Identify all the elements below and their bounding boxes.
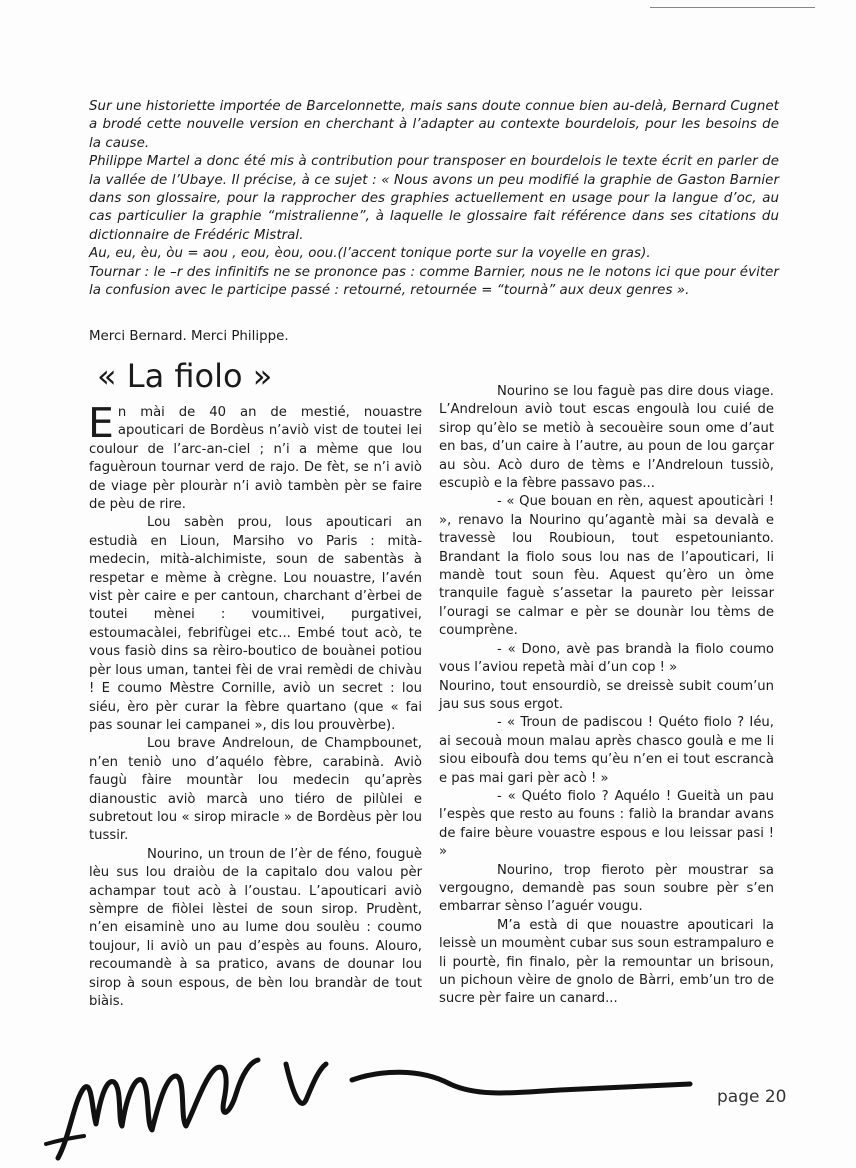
story-dialogue-2: - « Dono, avè pas brandà la fiolo coumo vous l’aviou repetà mài d’un cop ! » [439,641,774,676]
intro-paragraph-4: Tournar : le –r des infinitifs ne se prononce pas : comme Barnier, nous ne le notons ici que pour éviter la confusion avec le participe passé : retourné, retournée = “tournà” aux deux genres ». [89,264,779,299]
story-paragraph-5: Nourino se lou faguè pas dire dous viage. L’Andreloun aviò tout escas engoulà lou cuié de sirop qu’èlo se metiò à secouèire soun ome d’aut en bas, d’un caire à l’autre, au poun de lou garçar au sòu. Acò duro de tèms e l’Andreloun tussiò, escupiò e la fèbre passavo pas... [439,384,774,492]
intro-note [89,98,779,300]
story-paragraph-1 [88,399,422,514]
left-column [88,399,422,1011]
story-paragraph-2: Lou sabèn prou, lous apouticari an estudià en Lioun, Marsiho vo Paris : mità-medecin, mità-alchimiste, soun de sabentàs à respetar e mème à crègne. Lou nouastre, l’avén vist pèr caire e per cantoun, charchant d’èrbei de toutei mènei : voumitivei, purgativei, estoumacàlei, febrifùgei etc... Embé tout acò, te vous fasiò dins sa rèiro-boutico de bouànei potiou pèr lous uman, tantei fèi de vrai remèdi de chivàu ! E coumo Mèstre Cornille, aviò un secret : lou siéu, èro pèr curar la fèbre quartano (que « fai pas sounar lei campanei », dis lou prouvèrbe). [89,515,422,733]
scribble-drawing [0,1040,720,1168]
story-title: « La fiolo » [97,357,273,395]
story-paragraph-3: Lou brave Andreloun, de Champbounet, n’en teniò uno d’aquélo fèbre, carabinà. Aviò faugù fàire mountàr lou medecin qu’après dianoustic aviò marcà uno tiéro de pilùlei e subretout lou « sirop miracle » de Bordèus pèr lou tussir. [89,736,422,844]
story-paragraph-8: M’a està di que nouastre apouticari la leissè un moumènt cubar sus soun estrampaluro e li pourtè, fin finalo, pèr la remountar un brisoun, un pichoun vèire de gnolo de Bàrri, emb’un tro de sucre pèr faire un canard... [439,917,774,1007]
page-number: page 20 [717,1087,787,1107]
story-paragraph-6: Nourino, tout ensourdiò, se dreissè subit coum’un jau sus sous ergot. [439,678,774,712]
thanks-line: Merci Bernard. Merci Philippe. [89,329,289,344]
right-column [439,383,774,1009]
story-paragraph-7: Nourino, trop fieroto pèr moustrar sa vergougno, demandè pas soun soubre pèr s’en embarrar sènso l’aguér vougu. [439,862,774,915]
story-dialogue-4: - « Quéto fiolo ? Aquélo ! Gueità un pau l’espès que resto au founs : faliò la brandar avans de faire bèure vouastre espous e lou leissar pasi ! » [439,788,774,860]
top-rule [650,7,815,8]
intro-paragraph-3: Au, eu, èu, òu = aou , eou, èou, oou.(l’accent tonique porte sur la voyelle en gras). [89,246,651,262]
intro-paragraph-2: Philippe Martel a donc été mis à contribution pour transposer en bourdelois le texte écrit en parler de la vallée de l’Ubaye. Il précise, à ce sujet : « Nous avons un peu modifié la graphie de Gaston Barnier dans son glossaire, pour la rapprocher des graphies actuellement en usage pour la langue d’oc, au cas particulier la graphie “mistralienne”, à laquelle le glossaire fait référence dans ses citations du dictionnaire de Frédéric Mistral. [89,154,779,243]
story-paragraph-1-text: n mài de 40 an de mestié, nouastre apouticari de Bordèus n’aviò vist de toutei lei coulour de l’arc-an-ciel ; n’i a mème que lou faguèroun tournar verd de rajo. De fèt, se n’i aviò de viage pèr plouràr n’i aviò tambèn pèr se faire de pèu de rire. [89,405,422,513]
intro-paragraph-1: Sur une historiette importée de Barcelonnette, mais sans doute connue bien au-delà, Bernard Cugnet a brodé cette nouvelle version en cherchant à l’adapter au contexte bourdelois, pour les besoins de la cause. [89,99,779,151]
drop-cap: E [88,399,114,447]
story-dialogue-1: - « Que bouan en rèn, aquest apouticàri ! », renavo la Nourino qu’agantè mài sa devalà e travessè lou Roubioun, tout espetounianto. Brandant la fiolo sous lou nas de l’apouticari, li mandè tout soun fèu. Aquest qu’èro un òme tranquile faguè s’assetar la paureto pèr leissar l’ouragi se calmar e pèr se dounàr lou tèms de coumprène. [439,494,774,639]
story-dialogue-3: - « Troun de padiscou ! Quéto fiolo ? Iéu, ai secouà moun malau après chasco goulà e me li siou eiboufà dou tems qu’èu n’en ei tout escrancà e pas mai gari pèr acò ! » [439,715,774,786]
story-paragraph-4: Nourino, un troun de l’èr de féno, fouguè lèu sus lou draiòu de la capitalo dou valou pèr achampar tout acò à l’oustau. L’apouticari aviò sèmpre de fiòlei lèstei de soun sirop. Prudènt, n’en eisaminè uno au lume dou soulèu : coumo toujour, li aviò un pau d’espès au founs. Alouro, recoumandè à sa pratico, avans de dounar lou sirop à soun espous, de bèn lou brandàr de tout biàis. [89,846,422,1009]
